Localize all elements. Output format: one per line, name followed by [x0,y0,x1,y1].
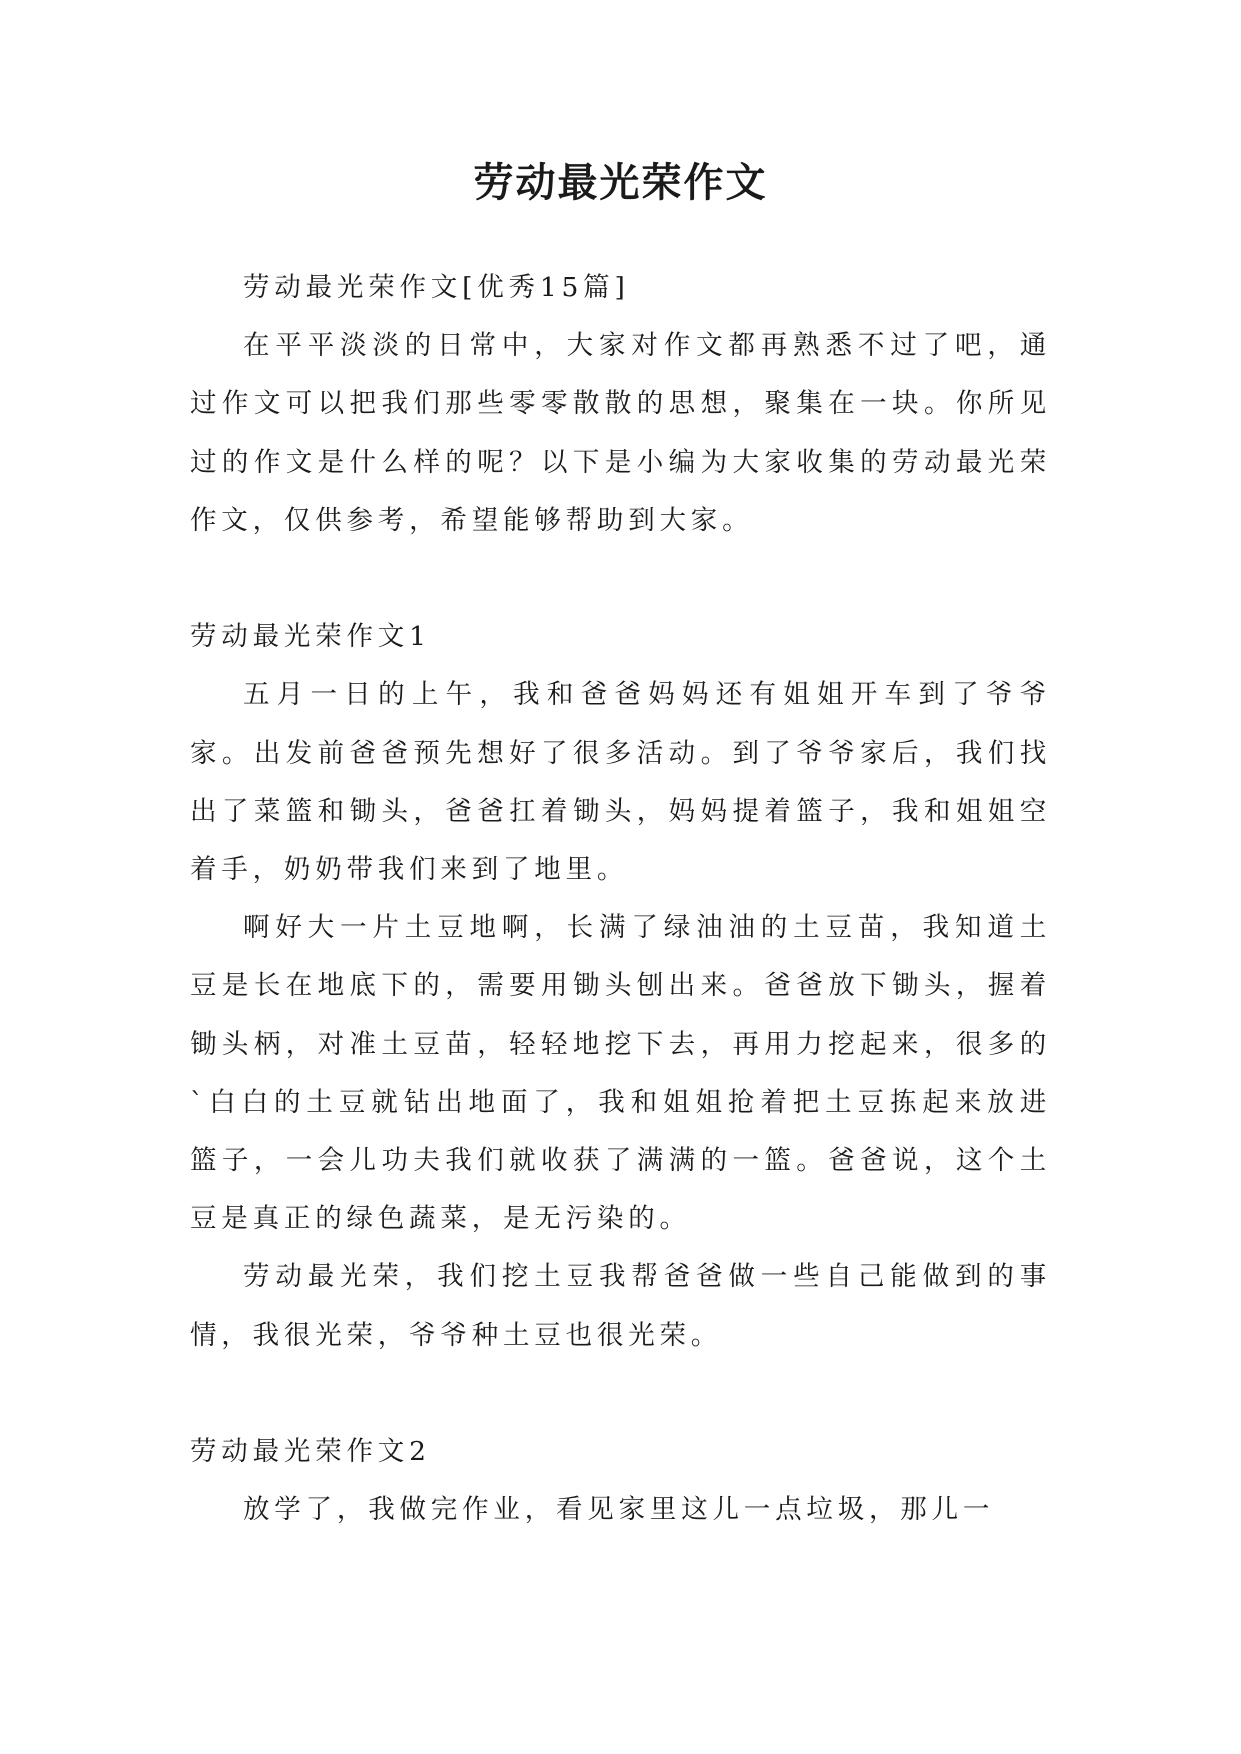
section-heading: 劳动最光荣作文2 [190,1436,431,1468]
intro-paragraph: 在平平淡淡的日常中，大家对作文都再熟悉不过了吧，通过作文可以把我们那些零零散散的思想，聚集在一块。你所见过的作文是什么样的呢？以下是小编为大家收集的劳动最光荣作文，仅供参考，希望能够帮助到大家。 [190,330,1051,536]
section-paragraph: 五月一日的上午，我和爸爸妈妈还有姐姐开车到了爷爷家。出发前爸爸预先想好了很多活动。到了爷爷家后，我们找出了菜篮和锄头，爸爸扛着锄头，妈妈提着篮子，我和姐姐空着手，奶奶带我们来到了地里。 [190,679,1051,886]
document-body [190,259,1051,1539]
section-paragraph: 劳动最光荣，我们挖土豆我帮爸爸做一些自己能做到的事情，我很光荣，爷爷种土豆也很光荣。 [190,1261,1051,1351]
section-paragraph: 啊好大一片土豆地啊，长满了绿油油的土豆苗，我知道土豆是长在地底下的，需要用锄头刨出来。爸爸放下锄头，握着锄头柄，对准土豆苗，轻轻地挖下去，再用力挖起来，很多的`白白的土豆就钻出地面了，我和姐姐抢着把土豆拣起来放进篮子，一会儿功夫我们就收获了满满的一篮。爸爸说，这个土豆是真正的绿色蔬菜，是无污染的。 [190,912,1051,1235]
section-heading: 劳动最光荣作文1 [190,621,431,653]
section-paragraph: 放学了，我做完作业，看见家里这儿一点垃圾，那儿一 [243,1494,995,1526]
document-title: 劳动最光荣作文 [473,159,768,206]
document-subtitle: 劳动最光荣作文[优秀15篇] [243,272,630,303]
